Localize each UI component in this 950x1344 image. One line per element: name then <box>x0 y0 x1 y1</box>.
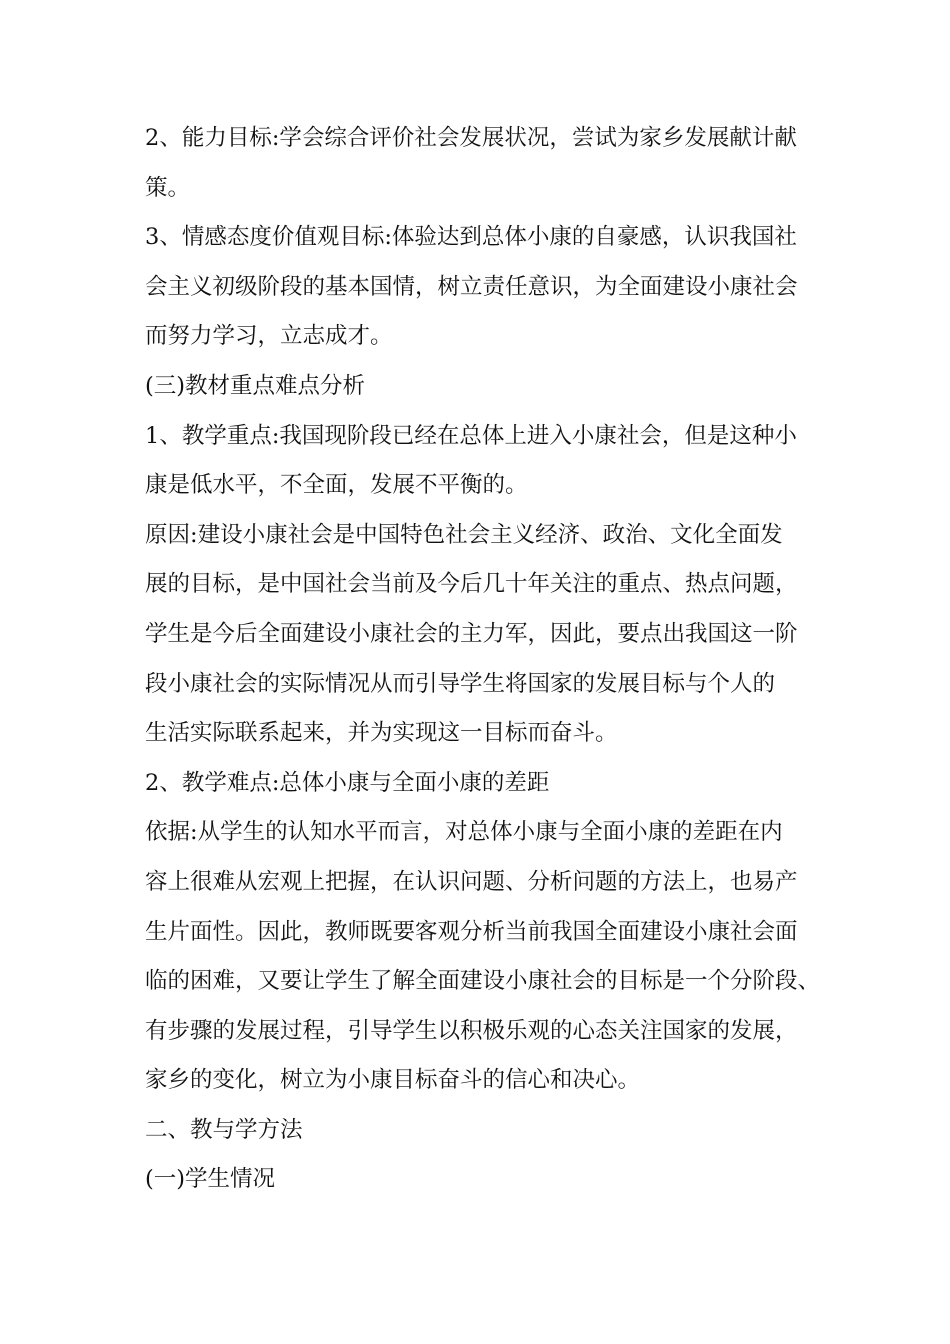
text-line: 展的目标，是中国社会当前及今后几十年关注的重点、热点问题， <box>145 571 798 598</box>
text-line: 家乡的变化，树立为小康目标奋斗的信心和决心。 <box>145 1067 641 1094</box>
text-line: 段小康社会的实际情况从而引导学生将国家的发展目标与个人的 <box>145 670 776 697</box>
text-line: 2、教学难点:总体小康与全面小康的差距 <box>145 769 550 796</box>
text-line: 学生是今后全面建设小康社会的主力军，因此，要点出我国这一阶 <box>145 620 798 647</box>
text-line: 依据:从学生的认知水平而言，对总体小康与全面小康的差距在内 <box>145 819 783 846</box>
section-heading: (一)学生情况 <box>145 1166 276 1193</box>
section-heading: 二、教与学方法 <box>145 1116 303 1143</box>
text-line: 3、情感态度价值观目标:体验达到总体小康的自豪感，认识我国社 <box>145 224 797 251</box>
text-line: 生活实际联系起来，并为实现这一目标而奋斗。 <box>145 720 618 747</box>
text-line: 临的困难，又要让学生了解全面建设小康社会的目标是一个分阶段、 <box>145 968 821 995</box>
text-line: 会主义初级阶段的基本国情，树立责任意识，为全面建设小康社会 <box>145 273 798 300</box>
text-line: 2、能力目标:学会综合评价社会发展状况，尝试为家乡发展献计献 <box>145 125 797 151</box>
text-line: 生片面性。因此，教师既要客观分析当前我国全面建设小康社会面 <box>145 918 798 945</box>
text-line: 而努力学习，立志成才。 <box>145 323 393 350</box>
text-line: 1、教学重点:我国现阶段已经在总体上进入小康社会，但是这种小 <box>145 422 797 449</box>
text-line: 有步骤的发展过程，引导学生以积极乐观的心态关注国家的发展， <box>145 1017 798 1044</box>
text-line: 原因:建设小康社会是中国特色社会主义经济、政治、文化全面发 <box>145 521 783 548</box>
document-page <box>145 114 821 1205</box>
text-line: 策。 <box>145 174 191 201</box>
text-line: 康是低水平，不全面，发展不平衡的。 <box>145 472 528 499</box>
section-heading: (三)教材重点难点分析 <box>145 372 366 399</box>
text-line: 容上很难从宏观上把握，在认识问题、分析问题的方法上，也易产 <box>145 868 798 895</box>
